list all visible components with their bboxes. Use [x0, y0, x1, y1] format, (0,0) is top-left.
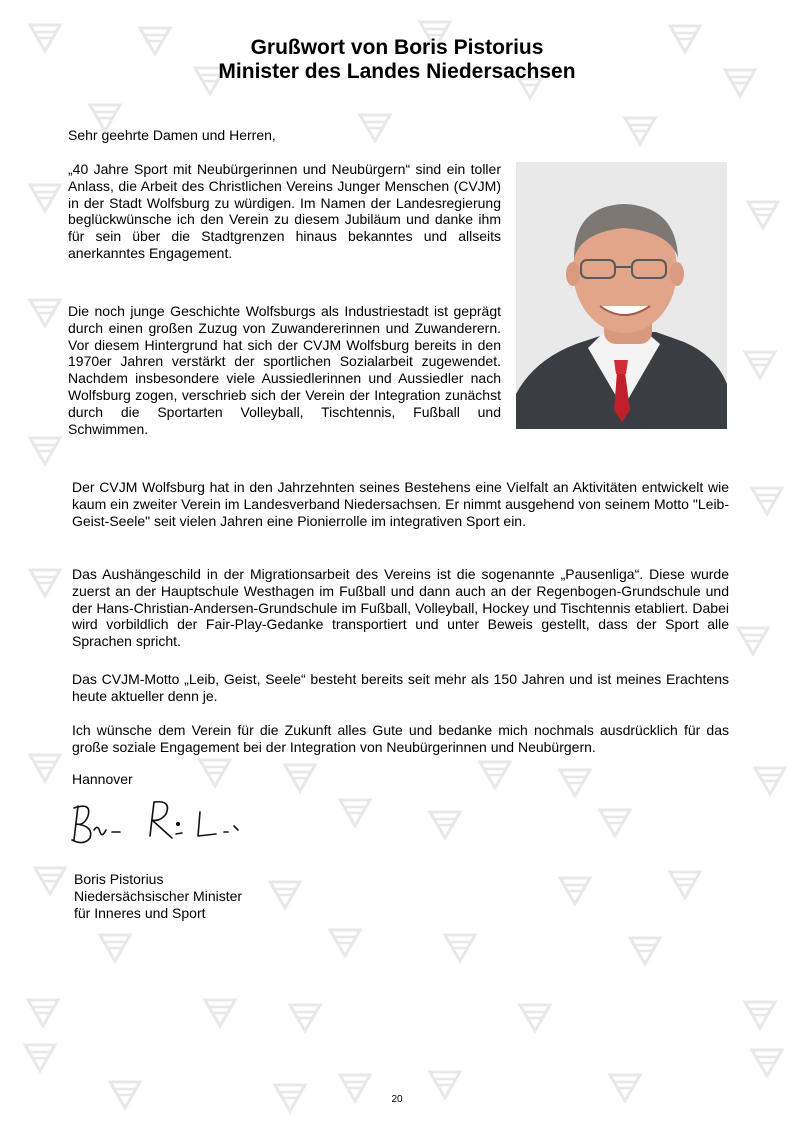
closing-city: Hannover: [72, 771, 133, 787]
signer-role-line-2: für Inneres und Sport: [74, 905, 206, 921]
paragraph-4: Das Aushängeschild in der Migrationsarbeit des Vereins ist die sogenannte „Pausenliga“. Diese wurde zuerst an der Hauptschule Westhagen im Fußball und dann auch an der Regenbogen-Grundschule und der Hans-Christian-Andersen-Grundschule im Fußball, Volleyball, Hockey und Tischtennis etabliert. Dabei wird vorbildlich der Fair-Play-Gedanke transportiert und unter Beweis gestellt, dass der Sport alle Sprachen spricht.: [72, 566, 729, 650]
page-title: [0, 36, 794, 84]
paragraph-6: Ich wünsche dem Verein für die Zukunft alles Gute und bedanke mich nochmals ausdrücklich für das große soziale Engagement bei der Integration von Neubürgerinnen und Neubürgern.: [72, 722, 729, 755]
title-line-2: Minister des Landes Niedersachsen: [218, 60, 576, 83]
title-line-1: Grußwort von Boris Pistorius: [250, 36, 544, 59]
signer-role-line-1: Niedersächsischer Minister: [74, 888, 243, 904]
signer-block: [74, 871, 242, 922]
handwritten-signature: [68, 796, 258, 860]
paragraph-5: Das CVJM-Motto „Leib, Geist, Seele“ besteht bereits seit mehr als 150 Jahren und ist meines Erachtens heute aktueller denn je.: [72, 671, 729, 704]
salutation: Sehr geehrte Damen und Herren,: [68, 127, 276, 143]
paragraph-1: „40 Jahre Sport mit Neubürgerinnen und Neubürgern“ sind ein toller Anlass, die Arbeit des Christlichen Vereins Junger Menschen (CVJM) in der Stadt Wolfsburg zu würdigen. Im Namen der Landesregierung beglückwünsche ich den Verein zu diesem Jubiläum und danke ihm für sein über die Stadtgrenzen hinaus bekanntes und allseits anerkanntes Engagement.: [68, 161, 501, 261]
minister-portrait-photo: [516, 162, 727, 429]
signer-name: Boris Pistorius: [74, 871, 164, 887]
page-number: 20: [391, 1094, 403, 1105]
paragraph-3: Der CVJM Wolfsburg hat in den Jahrzehnten seines Bestehens eine Vielfalt an Aktivitäten entwickelt wie kaum ein zweiter Verein im Landesverband Niedersachsen. Er nimmt ausgehend von seinem Motto "Leib-Geist-Seele" seit vielen Jahren eine Pionierrolle im integrativen Sport ein.: [72, 479, 729, 529]
paragraph-2: Die noch junge Geschichte Wolfsburgs als Industriestadt ist geprägt durch einen großen Zuzug von Zuwandererinnen und Zuwanderern. Vor diesem Hintergrund hat sich der CVJM Wolfsburg bereits in den 1970er Jahren verstärkt der sportlichen Sozialarbeit zugewendet. Nachdem insbesondere viele Aussiedlerinnen und Aussiedler nach Wolfsburg zogen, verschrieb sich der Verein der Integration zunächst durch die Sportarten Volleyball, Tischtennis, Fußball und Schwimmen.: [68, 303, 501, 437]
